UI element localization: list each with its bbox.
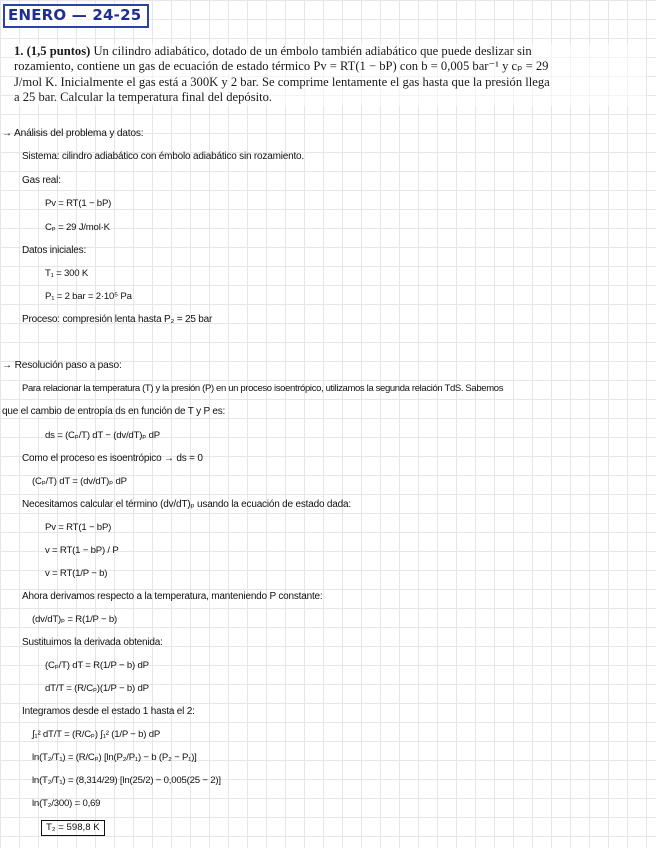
eq-s1: (Cₚ/T) dT = R(1/P − b) dP [45,660,149,671]
need-text: Necesitamos calcular el término (dv/dT)ₚ usando la ecuación de estado dada: [22,499,351,510]
eq-isentropic: (Cₚ/T) dT = (dv/dT)ₚ dP [32,476,127,487]
problem-text-1: Un cilindro adiabático, dotado de un émbolo también adiabático que puede deslizar sin [93,44,532,58]
eq-derivative: (dv/dT)ₚ = R(1/P − b) [32,614,118,625]
system-text: Sistema: cilindro adiabático con émbolo adiabático sin rozamiento. [22,151,304,162]
intro-line-2: que el cambio de entropía ds en función de T y P es: [2,406,226,417]
intro-line-1: Para relacionar la temperatura (T) y la presión (P) en un proceso isoentrópico, utilizamos la segunda relación TdS. Sabemos [22,383,504,394]
gas-label: Gas real: [22,175,61,186]
eq-state: Pv = RT(1 − bP) [45,198,112,209]
problem-line-2: rozamiento, contiene un gas de ecuación de estado térmico Pv = RT(1 − bP) con b = 0,005 bar⁻¹ y cₚ = 29 [14,59,549,74]
problem-line-1 [14,44,646,59]
eq-b: v = RT(1 − bP) / P [45,545,119,556]
eq-i2: ln(T₂/T₁) = (R/Cₚ) [ln(P₂/P₁) − b (P₂ − P₁)] [32,752,197,763]
eq-i1: ∫₁² dT/T = (R/Cₚ) ∫₁² (1/P − b) dP [32,729,161,740]
derive-text: Ahora derivamos respecto a la temperatura, manteniendo P constante: [22,591,323,602]
eq-ds: ds = (Cₚ/T) dT − (dv/dT)ₚ dP [45,430,160,441]
isentropic-text: Como el proceso es isoentrópico → ds = 0 [22,453,203,464]
resolution-heading: → Resolución paso a paso: [2,360,122,371]
problem-number: 1. [14,44,24,58]
eq-s2: dT/T = (R/Cₚ)(1/P − b) dP [45,683,149,694]
problem-line-4: a 25 bar. Calcular la temperatura final del depósito. [14,90,273,105]
cp-value: Cₚ = 29 J/mol·K [45,222,110,233]
integrate-text: Integramos desde el estado 1 hasta el 2: [22,706,195,717]
t1-value: T₁ = 300 K [45,268,89,279]
result-box [41,820,105,836]
problem-statement [14,44,646,106]
eq-i4: ln(T₂/300) = 0,69 [32,798,101,809]
subst-text: Sustituimos la derivada obtenida: [22,637,163,648]
eq-c: v = RT(1/P − b) [45,568,108,579]
problem-line-3: J/mol K. Inicialmente el gas está a 300K y 2 bar. Se comprime lentamente el gas hasta que la presión llega [14,74,550,89]
initial-label: Datos iniciales: [22,245,87,256]
p1-value: P₁ = 2 bar = 2·10⁵ Pa [45,291,132,302]
result-value: T₂ = 598,8 K [46,822,100,833]
header-title: ENERO — 24-25 [8,6,142,24]
eq-i3: ln(T₂/T₁) = (8,314/29) [ln(25/2) − 0,005(25 − 2)] [32,775,221,786]
problem-points: (1,5 puntos) [26,44,91,58]
eq-a: Pv = RT(1 − bP) [45,522,112,533]
process-text: Proceso: compresión lenta hasta P₂ = 25 bar [22,314,213,325]
analysis-heading: → Análisis del problema y datos: [2,128,144,139]
